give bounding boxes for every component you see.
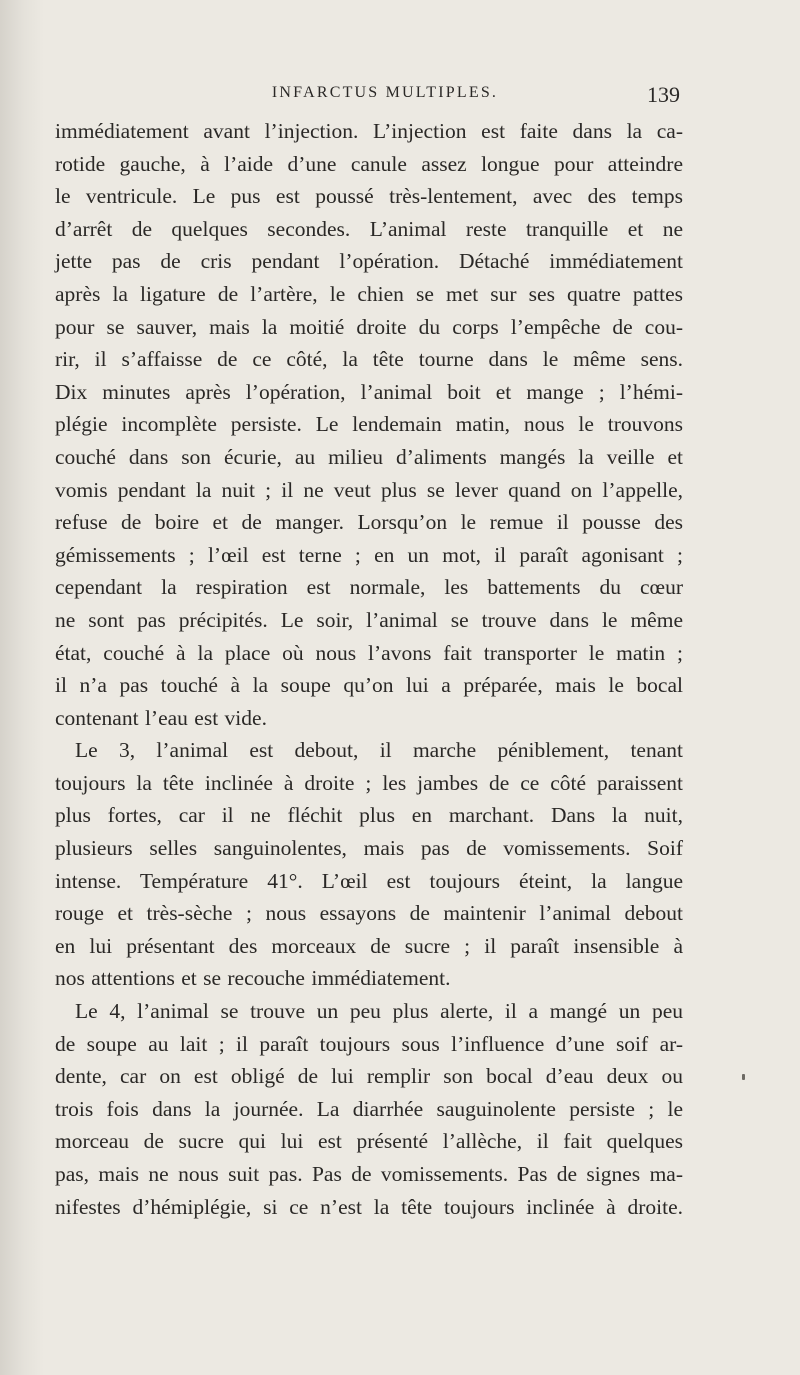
text-line: couché dans son écurie, au milieu d’aliments mangés la veille et [55,444,683,469]
text-line: Dix minutes après l’opération, l’animal boit et mange ; l’hémi- [55,379,683,404]
text-line: dente, car on est obligé de lui remplir son bocal d’eau deux ou [55,1064,683,1089]
text-line: cependant la respiration est normale, les battements du cœur [55,575,683,600]
running-head [0,84,800,112]
text-line: toujours la tête inclinée à droite ; les jambes de ce côté paraissent [55,770,683,795]
text-line: pas, mais ne nous suit pas. Pas de vomissements. Pas de signes ma- [55,1162,683,1186]
text-line: le ventricule. Le pus est poussé très-lentement, avec des temps [55,184,683,209]
paragraph-start-line: Le 3, l’animal est debout, il marche péniblement, tenant [75,738,683,763]
text-line: plus fortes, car il ne fléchit plus en marchant. Dans la nuit, [55,803,683,828]
page-number: 139 [647,82,680,107]
text-line: immédiatement avant l’injection. L’injection est faite dans la ca- [55,119,683,143]
text-line: plusieurs selles sanguinolentes, mais pas de vomissements. Soif [55,836,683,861]
text-line: pour se sauver, mais la moitié droite du corps l’empêche de cou- [55,314,683,339]
text-line: vomis pendant la nuit ; il ne veut plus se lever quand on l’appelle, [55,477,683,502]
text-line: en lui présentant des morceaux de sucre ; il paraît insensible à [55,933,683,958]
running-title: INFARCTUS MULTIPLES. [271,84,499,101]
text-line: ne sont pas précipités. Le soir, l’animal se trouve dans le même [55,607,683,632]
paragraph-start-line: Le 4, l’animal se trouve un peu plus alerte, il a mangé un peu [75,999,683,1024]
text-line: d’arrêt de quelques secondes. L’animal reste tranquille et ne [55,216,683,241]
body-text [55,115,683,1223]
text-line: il n’a pas touché à la soupe qu’on lui a préparée, mais le bocal [55,673,683,698]
text-line: refuse de boire et de manger. Lorsqu’on le remue il pousse des [55,510,683,535]
text-line: rouge et très-sèche ; nous essayons de maintenir l’animal debout [55,901,683,926]
text-line: rotide gauche, à l’aide d’une canule assez longue pour atteindre [55,151,683,176]
paragraph-end-line: nos attentions et se recouche immédiatement. [55,966,451,991]
text-line: plégie incomplète persiste. Le lendemain matin, nous le trouvons [55,412,683,437]
text-line: de soupe au lait ; il paraît toujours sous l’influence d’une soif ar- [55,1031,683,1056]
text-line: jette pas de cris pendant l’opération. Détaché immédiatement [55,249,683,274]
text-line: intense. Température 41°. L’œil est toujours éteint, la langue [55,868,683,893]
text-line: gémissements ; l’œil est terne ; en un mot, il paraît agonisant ; [55,542,683,567]
text-line: morceau de sucre qui lui est présenté l’allèche, il fait quelques [55,1129,683,1154]
text-line: trois fois dans la journée. La diarrhée sauguinolente persiste ; le [55,1096,683,1121]
text-line: nifestes d’hémiplégie, si ce n’est la tête toujours inclinée à droite. [55,1194,683,1219]
text-line: après la ligature de l’artère, le chien se met sur ses quatre pattes [55,281,683,306]
margin-mark [742,1074,745,1080]
paragraph-end-line: contenant l’eau est vide. [55,705,267,730]
text-line: état, couché à la place où nous l’avons fait transporter le matin ; [55,640,683,665]
text-line: rir, il s’affaisse de ce côté, la tête tourne dans le même sens. [55,347,683,372]
